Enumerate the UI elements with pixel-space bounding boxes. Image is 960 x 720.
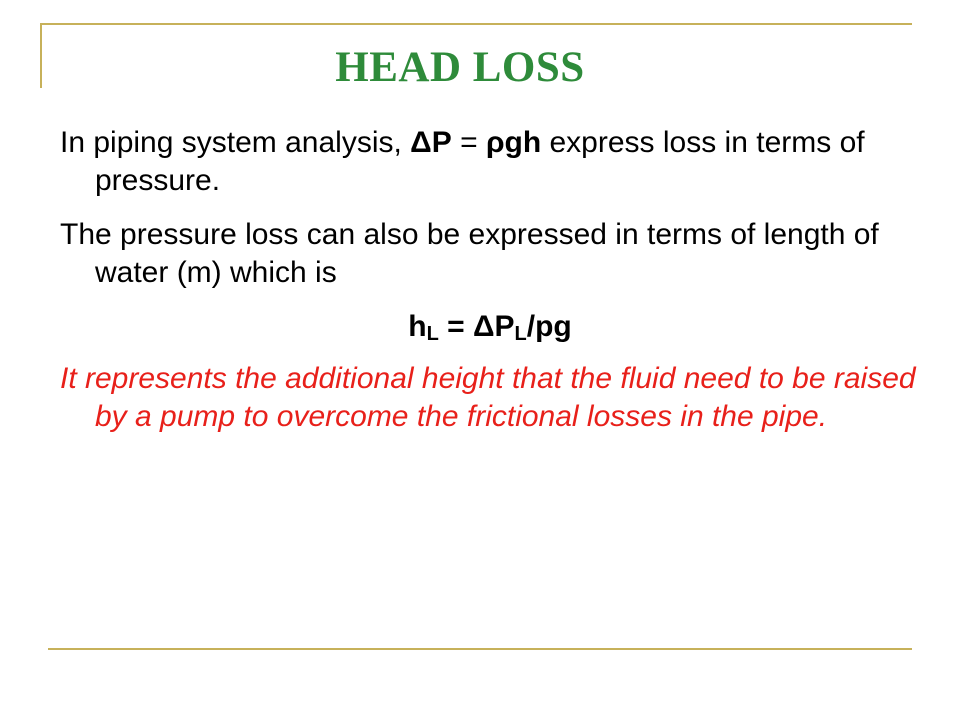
formula-sub-l-1: L xyxy=(426,323,439,345)
delta-p-symbol: ΔP xyxy=(410,126,452,159)
formula-h: h xyxy=(408,310,427,343)
paragraph-length-of-water: The pressure loss can also be expressed in terms of length of water (m) which is xyxy=(60,218,879,289)
paragraph-pressure-loss xyxy=(60,124,920,200)
p1-text-3: express loss in terms of pressure. xyxy=(95,126,865,197)
formula-tail: /pg xyxy=(526,310,572,343)
rho-g-h-symbol: ρgh xyxy=(485,126,542,159)
slide-title: HEAD LOSS xyxy=(335,44,585,91)
slide-body xyxy=(60,124,920,452)
head-loss-formula xyxy=(60,308,920,346)
formula-eq: = ΔP xyxy=(438,310,515,343)
p1-text-1: In piping system analysis, xyxy=(60,126,411,159)
formula-sub-l-2: L xyxy=(514,323,527,345)
bottom-rule xyxy=(48,648,912,650)
p1-text-2: = xyxy=(451,126,486,159)
top-rule xyxy=(40,23,912,25)
paragraph-additional-height: It represents the additional height that the fluid need to be raised by a pump to overcome the frictional losses in the pipe. xyxy=(60,362,916,433)
